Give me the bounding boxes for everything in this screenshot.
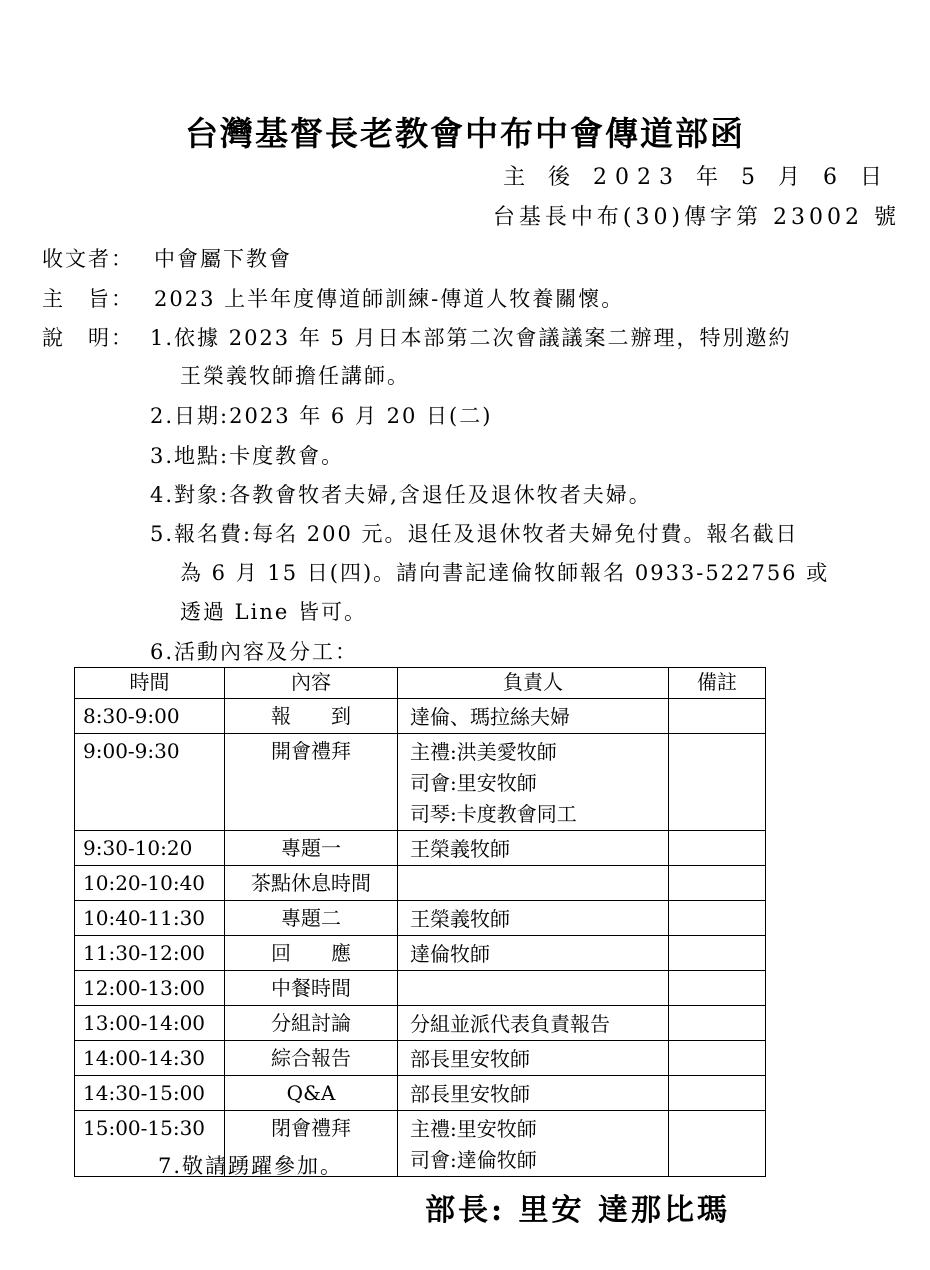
person-line: 王榮義牧師 — [410, 907, 510, 931]
person-line: 分組並派代表負責報告 — [410, 1012, 610, 1036]
cell-note — [669, 831, 766, 866]
person-line: 主禮:洪美愛牧師 — [410, 740, 557, 764]
table-row — [75, 971, 766, 1006]
table-row — [75, 734, 766, 831]
table-row — [75, 1076, 766, 1111]
signer: 部長: 里安 達那比瑪 — [425, 1193, 730, 1228]
cell-content: 專題二 — [225, 901, 398, 936]
person-line: 司琴:卡度教會同工 — [410, 802, 577, 826]
header-content: 內容 — [225, 668, 398, 699]
cell-note — [669, 1111, 766, 1177]
cell-note — [669, 1006, 766, 1041]
table-row — [75, 1006, 766, 1041]
header-note: 備註 — [669, 668, 766, 699]
cell-person — [398, 971, 669, 1006]
cell-person — [398, 866, 669, 901]
cell-person — [398, 1006, 669, 1041]
description-item-4: 4.對象:各教會牧者夫婦,含退任及退休牧者夫婦。 — [150, 483, 652, 507]
cell-time: 9:30-10:20 — [75, 831, 225, 866]
recipient-value: 中會屬下教會 — [154, 247, 292, 271]
cell-person — [398, 831, 669, 866]
recipient-label: 收文者： — [42, 247, 134, 271]
cell-time: 8:30-9:00 — [75, 699, 225, 734]
cell-time: 11:30-12:00 — [75, 936, 225, 971]
subject-label: 主 旨： — [42, 287, 134, 311]
person-line — [410, 974, 660, 1005]
schedule-table — [74, 667, 766, 1177]
schedule-header-row — [75, 668, 766, 699]
cell-time: 14:00-14:30 — [75, 1041, 225, 1076]
cell-content: 茶點休息時間 — [225, 866, 398, 901]
cell-person — [398, 734, 669, 831]
cell-time: 13:00-14:00 — [75, 1006, 225, 1041]
description-closing: 7.敬請踴躍參加。 — [158, 1154, 344, 1178]
cell-content: 分組討論 — [225, 1006, 398, 1041]
cell-content: 專題一 — [225, 831, 398, 866]
header-time: 時間 — [75, 668, 225, 699]
schedule-body — [75, 699, 766, 1177]
cell-note — [669, 1041, 766, 1076]
recipient-row — [42, 243, 292, 273]
cell-note — [669, 734, 766, 831]
description-item-6: 6.活動內容及分工： — [150, 640, 359, 664]
table-row — [75, 936, 766, 971]
table-row — [75, 831, 766, 866]
description-item-2: 2.日期:2023 年 6 月 20 日(二) — [150, 404, 493, 428]
cell-content: 綜合報告 — [225, 1041, 398, 1076]
description-item-1-line-2: 王榮義牧師擔任講師。 — [180, 364, 410, 388]
cell-time: 10:20-10:40 — [75, 866, 225, 901]
description-label: 說 明： — [42, 326, 134, 350]
person-line: 司會:達倫牧師 — [410, 1148, 537, 1172]
cell-content: 閉會禮拜 — [225, 1111, 398, 1177]
description-item-5-line-1: 5.報名費:每名 200 元。退任及退休牧者夫婦免付費。報名截日 — [150, 522, 799, 546]
person-line: 部長里安牧師 — [410, 1082, 530, 1106]
person-line: 司會:里安牧師 — [410, 771, 537, 795]
table-row — [75, 866, 766, 901]
cell-note — [669, 901, 766, 936]
person-line: 王榮義牧師 — [410, 837, 510, 861]
cell-content: 中餐時間 — [225, 971, 398, 1006]
description-item-1-line-1: 1.依據 2023 年 5 月日本部第二次會議議案二辦理，特別邀約 — [150, 326, 792, 350]
person-line: 達倫牧師 — [410, 942, 490, 966]
cell-person — [398, 901, 669, 936]
cell-person — [398, 1041, 669, 1076]
cell-time: 12:00-13:00 — [75, 971, 225, 1006]
document-date: 主 後 2023 年 5 月 6 日 — [503, 165, 890, 190]
header-person: 負責人 — [398, 668, 669, 699]
cell-note — [669, 971, 766, 1006]
description-item-5-line-2: 為 6 月 15 日(四)。請向書記達倫牧師報名 0933-522756 或 — [180, 561, 830, 585]
cell-time: 15:00-15:30 — [75, 1111, 225, 1177]
cell-time: 10:40-11:30 — [75, 901, 225, 936]
table-row — [75, 1041, 766, 1076]
cell-person — [398, 1111, 669, 1177]
description-item-5-line-3: 透過 Line 皆可。 — [180, 600, 367, 624]
person-line: 主禮:里安牧師 — [410, 1117, 537, 1141]
person-line: 部長里安牧師 — [410, 1047, 530, 1071]
cell-time: 9:00-9:30 — [75, 734, 225, 831]
cell-note — [669, 936, 766, 971]
cell-person — [398, 1076, 669, 1111]
person-line: 達倫、瑪拉絲夫婦 — [410, 705, 570, 729]
cell-person — [398, 699, 669, 734]
subject-value: 2023 上半年度傳道師訓練-傳道人牧養關懷。 — [154, 287, 625, 311]
person-line — [410, 869, 660, 900]
cell-content: 回 應 — [225, 936, 398, 971]
cell-content: 報 到 — [225, 699, 398, 734]
cell-time: 14:30-15:00 — [75, 1076, 225, 1111]
document-number: 台基長中布(30)傳字第 23002 號 — [492, 205, 900, 230]
table-row — [75, 901, 766, 936]
cell-note — [669, 1076, 766, 1111]
document-title: 台灣基督長老教會中布中會傳道部函 — [185, 114, 745, 153]
cell-content: 開會禮拜 — [225, 734, 398, 831]
cell-person — [398, 936, 669, 971]
cell-content: Q&A — [225, 1076, 398, 1111]
cell-note — [669, 699, 766, 734]
table-row — [75, 699, 766, 734]
description-item-3: 3.地點:卡度教會。 — [150, 444, 345, 468]
subject-row — [42, 283, 624, 313]
cell-note — [669, 866, 766, 901]
